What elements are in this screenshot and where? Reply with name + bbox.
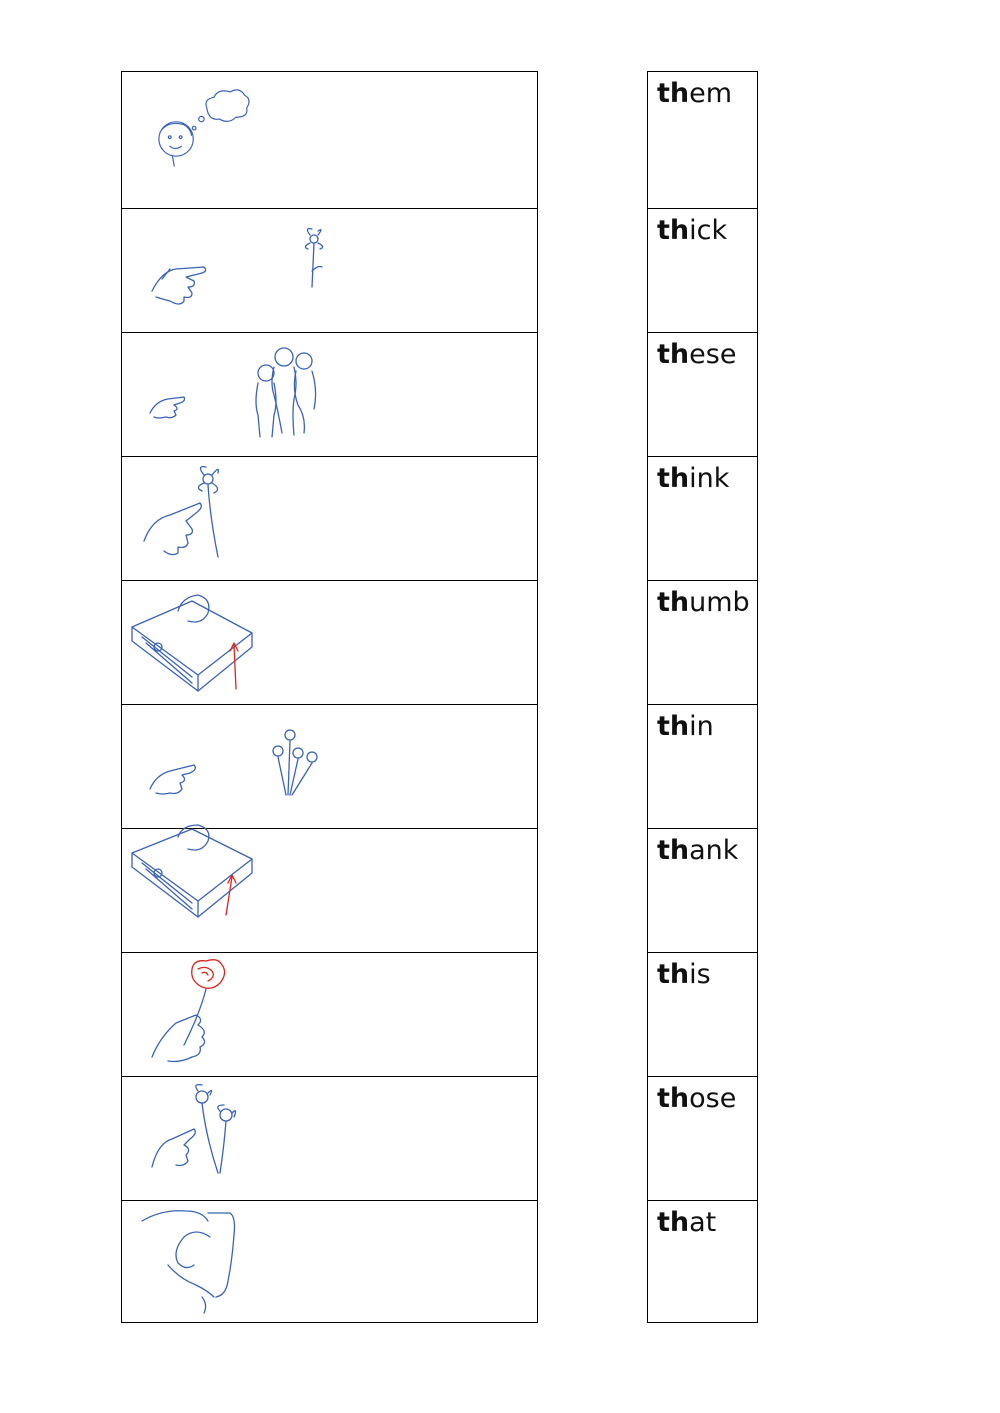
picture-row-1 xyxy=(122,72,537,209)
pictures-column xyxy=(121,71,538,1323)
thumb-icon xyxy=(122,1201,537,1325)
picture-row-6 xyxy=(122,704,537,829)
pointing-hand-children-icon xyxy=(122,333,537,457)
word-card: these xyxy=(657,339,737,370)
word-card: them xyxy=(657,78,733,109)
thinking-face-icon xyxy=(122,72,537,196)
picture-row-9 xyxy=(122,1076,537,1201)
word-row xyxy=(648,208,757,333)
book-arrow-icon xyxy=(122,829,537,953)
pointing-hand-two-flowers-icon xyxy=(122,1077,537,1201)
word-card: thick xyxy=(657,215,728,246)
picture-row-10 xyxy=(122,1200,537,1324)
pointing-hand-bouquet-icon xyxy=(122,705,537,829)
hand-holding-rose-icon xyxy=(122,953,537,1077)
word-row xyxy=(648,456,757,581)
word-card: thin xyxy=(657,711,714,742)
word-card: think xyxy=(657,463,730,494)
picture-row-2 xyxy=(122,208,537,333)
words-column xyxy=(647,71,758,1323)
word-card: that xyxy=(657,1207,717,1238)
word-row xyxy=(648,332,757,457)
picture-row-7 xyxy=(122,828,537,953)
pointing-hand-near-flower-icon xyxy=(122,457,537,581)
word-row xyxy=(648,952,757,1077)
word-row xyxy=(648,828,757,953)
word-card: thumb xyxy=(657,587,750,618)
word-card: thank xyxy=(657,835,739,866)
picture-row-5 xyxy=(122,580,537,705)
word-row xyxy=(648,1200,757,1324)
book-arrow-icon xyxy=(122,581,537,705)
picture-row-4 xyxy=(122,456,537,581)
word-row xyxy=(648,1076,757,1201)
picture-row-3 xyxy=(122,332,537,457)
word-row xyxy=(648,704,757,829)
word-row xyxy=(648,72,757,209)
picture-row-8 xyxy=(122,952,537,1077)
pointing-hand-flower-icon xyxy=(122,209,537,333)
word-row xyxy=(648,580,757,705)
word-card: those xyxy=(657,1083,737,1114)
word-card: this xyxy=(657,959,711,990)
